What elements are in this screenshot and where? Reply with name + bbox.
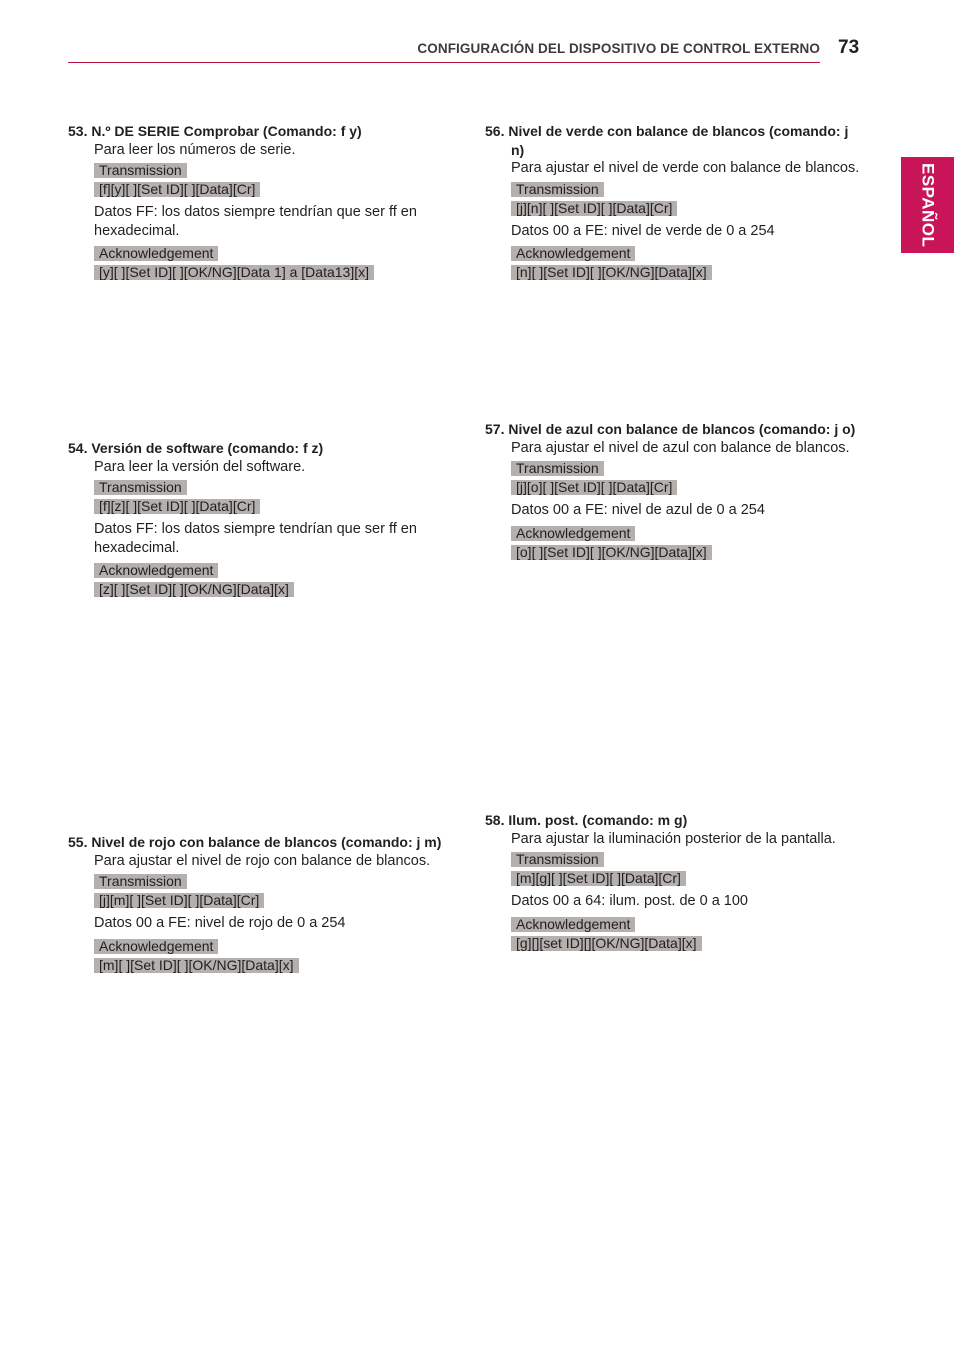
- section-title: 54. Versión de software (comando: f z): [68, 440, 324, 456]
- language-tab-label: ESPAÑOL: [918, 162, 938, 248]
- acknowledgement-code: [z][ ][Set ID][ ][OK/NG][Data][x]: [94, 582, 294, 597]
- section-title: 56. Nivel de verde con balance de blancos (comando: j n): [485, 123, 849, 158]
- acknowledgement-label: Acknowledgement: [511, 246, 635, 261]
- transmission-code: [j][m][ ][Set ID][ ][Data][Cr]: [94, 893, 264, 908]
- transmission-code: [f][y][ ][Set ID][ ][Data][Cr]: [94, 182, 260, 197]
- section-description: Para ajustar el nivel de azul con balance de blancos.: [511, 439, 850, 456]
- section-title: 58. Ilum. post. (comando: m g): [485, 812, 688, 828]
- acknowledgement-label: Acknowledgement: [511, 526, 635, 541]
- acknowledgement-code: [m][ ][Set ID][ ][OK/NG][Data][x]: [94, 958, 299, 973]
- section-58: [485, 811, 865, 957]
- data-description: Datos FF: los datos siempre tendrían que ser ff en hexadecimal.: [94, 204, 417, 239]
- page-number: 73: [838, 37, 860, 58]
- section-57: [485, 420, 865, 566]
- section-title: 53. N.º DE SERIE Comprobar (Comando: f y): [68, 123, 362, 139]
- transmission-code: [f][z][ ][Set ID][ ][Data][Cr]: [94, 499, 260, 514]
- section-description: Para ajustar el nivel de rojo con balance de blancos.: [94, 852, 431, 869]
- data-description: Datos FF: los datos siempre tendrían que ser ff en hexadecimal.: [94, 521, 417, 556]
- header-divider: [68, 62, 820, 63]
- acknowledgement-code: [g][][set ID][][OK/NG][Data][x]: [511, 936, 702, 951]
- section-description: Para leer la versión del software.: [94, 458, 306, 475]
- section-55: [68, 833, 448, 979]
- transmission-code: [m][g][ ][Set ID][ ][Data][Cr]: [511, 871, 686, 886]
- data-description: Datos 00 a FE: nivel de verde de 0 a 254: [511, 222, 775, 239]
- transmission-label: Transmission: [511, 182, 604, 197]
- section-title: 57. Nivel de azul con balance de blancos (comando: j o): [485, 421, 856, 437]
- transmission-code: [j][o][ ][Set ID][ ][Data][Cr]: [511, 480, 677, 495]
- transmission-label: Transmission: [511, 852, 604, 867]
- data-description: Datos 00 a FE: nivel de rojo de 0 a 254: [94, 915, 346, 931]
- section-description: Para ajustar el nivel de verde con balance de blancos.: [511, 160, 860, 176]
- acknowledgement-label: Acknowledgement: [94, 246, 218, 261]
- section-53: [68, 122, 448, 286]
- section-54: [68, 439, 448, 603]
- page-header-title: CONFIGURACIÓN DEL DISPOSITIVO DE CONTROL EXTERNO: [417, 41, 820, 56]
- section-description: Para ajustar la iluminación posterior de la pantalla.: [511, 830, 836, 847]
- transmission-label: Transmission: [94, 480, 187, 495]
- acknowledgement-label: Acknowledgement: [94, 939, 218, 954]
- transmission-code: [j][n][ ][Set ID][ ][Data][Cr]: [511, 201, 677, 216]
- transmission-label: Transmission: [94, 163, 187, 178]
- section-title: 55. Nivel de rojo con balance de blancos (comando: j m): [68, 834, 442, 850]
- data-description: Datos 00 a FE: nivel de azul de 0 a 254: [511, 502, 765, 518]
- transmission-label: Transmission: [94, 874, 187, 889]
- acknowledgement-code: [o][ ][Set ID][ ][OK/NG][Data][x]: [511, 545, 712, 560]
- section-description: Para leer los números de serie.: [94, 141, 296, 158]
- language-side-tab: [901, 157, 954, 253]
- acknowledgement-code: [n][ ][Set ID][ ][OK/NG][Data][x]: [511, 265, 712, 280]
- acknowledgement-code: [y][ ][Set ID][ ][OK/NG][Data 1] a [Data13][x]: [94, 265, 374, 280]
- acknowledgement-label: Acknowledgement: [94, 563, 218, 578]
- section-56: [485, 122, 865, 286]
- transmission-label: Transmission: [511, 461, 604, 476]
- acknowledgement-label: Acknowledgement: [511, 917, 635, 932]
- data-description: Datos 00 a 64: ilum. post. de 0 a 100: [511, 893, 748, 909]
